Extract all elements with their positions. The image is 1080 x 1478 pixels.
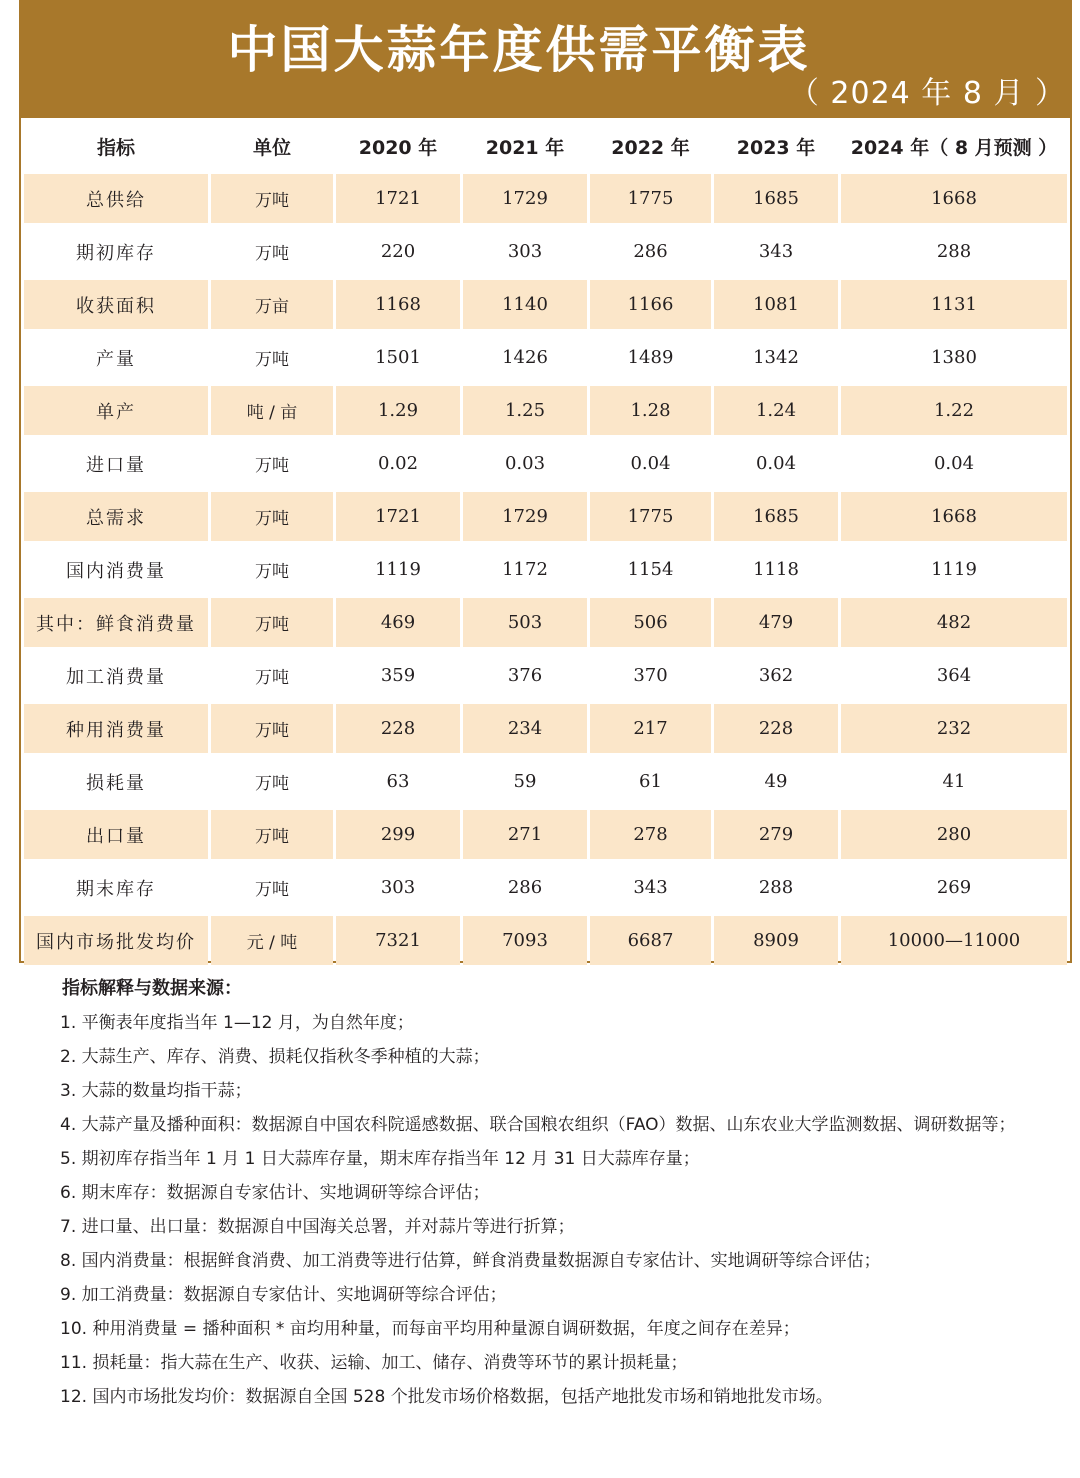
cell-indicator: 产量	[96, 348, 136, 370]
cell-indicator: 其中：鲜食消费量	[24, 598, 208, 647]
cell-y2023: 1685	[714, 492, 838, 541]
cell-y2021: 1426	[502, 347, 548, 368]
cell-unit: 万吨	[211, 598, 333, 647]
cell-y2023: 228	[714, 704, 838, 753]
cell-y2022: 278	[590, 810, 711, 859]
cell-indicator: 加工消费量	[66, 666, 166, 688]
cell-y2022: 343	[633, 877, 668, 898]
cell-y2021: 1.25	[463, 386, 587, 435]
cell-indicator: 损耗量	[86, 772, 146, 794]
column-header-indicator: 指标	[96, 136, 135, 159]
cell-y2020: 220	[380, 241, 416, 262]
cell-y2021: 503	[463, 598, 587, 647]
cell-unit: 万吨	[255, 880, 289, 900]
cell-unit: 万吨	[211, 174, 333, 223]
cell-y2020: 63	[386, 771, 410, 792]
cell-indicator: 出口量	[24, 810, 208, 859]
cell-y2020: 1721	[336, 174, 460, 223]
cell-y2021: 1729	[463, 174, 587, 223]
note-item: 4. 大蒜产量及播种面积：数据源自中国农科院遥感数据、联合国粮农组织（FAO）数据、山东农业大学监测数据、调研数据等；	[60, 1115, 1016, 1135]
title-banner	[19, 0, 1072, 118]
cell-y2021: 376	[507, 665, 543, 686]
cell-y2022: 6687	[590, 916, 711, 965]
cell-indicator: 国内市场批发均价	[24, 916, 208, 965]
page-subtitle: （ 2024 年 8 月 ）	[788, 76, 1066, 111]
cell-y2024: 41	[942, 771, 966, 792]
table-row	[24, 545, 1067, 594]
note-item: 1. 平衡表年度指当年 1—12 月，为自然年度；	[60, 1013, 414, 1033]
cell-indicator: 期末库存	[76, 878, 156, 900]
cell-y2020: 228	[336, 704, 460, 753]
table-row	[24, 386, 1067, 435]
column-header-2022: 2022 年	[611, 136, 690, 159]
cell-indicator: 期初库存	[76, 242, 156, 264]
note-item: 11. 损耗量：指大蒜在生产、收获、运输、加工、储存、消费等环节的累计损耗量；	[60, 1353, 688, 1373]
table-header-row	[24, 122, 1067, 170]
cell-y2022: 1154	[627, 559, 674, 580]
cell-y2023: 1118	[753, 559, 799, 580]
cell-indicator: 单产	[24, 386, 208, 435]
cell-y2024: 1668	[841, 174, 1067, 223]
table-row	[24, 916, 1067, 965]
cell-y2022: 217	[590, 704, 711, 753]
note-item: 3. 大蒜的数量均指干蒜；	[60, 1081, 252, 1101]
cell-indicator: 进口量	[86, 454, 146, 476]
cell-y2021: 7093	[463, 916, 587, 965]
cell-y2024: 1668	[841, 492, 1067, 541]
cell-y2024: 0.04	[933, 453, 975, 474]
notes-section	[20, 972, 1070, 1414]
note-item: 6. 期末库存：数据源自专家估计、实地调研等综合评估；	[60, 1183, 490, 1203]
cell-unit: 万吨	[211, 492, 333, 541]
table-row	[24, 333, 1067, 382]
table-row	[24, 598, 1067, 647]
cell-y2020: 469	[336, 598, 460, 647]
cell-y2024: 1.22	[841, 386, 1067, 435]
cell-y2024: 10000—11000	[841, 916, 1067, 965]
cell-y2022: 506	[590, 598, 711, 647]
cell-y2023: 49	[764, 771, 788, 792]
cell-y2022: 61	[639, 771, 662, 792]
column-header-2024: 2024 年（ 8 月预测 ）	[850, 136, 1058, 159]
note-item: 10. 种用消费量 = 播种面积 * 亩均用种量，而每亩平均用种量源自调研数据，年度之间存在差异；	[60, 1319, 800, 1339]
cell-y2023: 1342	[753, 347, 799, 368]
cell-y2023: 479	[714, 598, 838, 647]
cell-y2024: 1131	[841, 280, 1067, 329]
cell-unit: 元 / 吨	[211, 916, 333, 965]
table-body	[24, 174, 1067, 965]
cell-y2021: 1140	[463, 280, 587, 329]
cell-y2023: 288	[758, 877, 794, 898]
cell-y2020: 1721	[336, 492, 460, 541]
cell-y2022: 1775	[590, 492, 711, 541]
cell-unit: 万吨	[255, 456, 289, 476]
cell-y2020: 0.02	[377, 453, 419, 474]
cell-unit: 万吨	[255, 350, 289, 370]
cell-y2023: 1081	[714, 280, 838, 329]
cell-y2021: 1172	[502, 559, 548, 580]
cell-indicator: 总需求	[24, 492, 208, 541]
notes-list	[20, 1006, 1070, 1414]
cell-y2022: 1775	[590, 174, 711, 223]
cell-indicator: 种用消费量	[24, 704, 208, 753]
balance-table-container	[19, 118, 1072, 963]
cell-y2023: 1685	[714, 174, 838, 223]
cell-y2024: 280	[841, 810, 1067, 859]
cell-y2022: 1.28	[590, 386, 711, 435]
table-row	[24, 492, 1067, 541]
notes-title: 指标解释与数据来源：	[62, 978, 242, 999]
cell-y2022: 1489	[627, 347, 674, 368]
cell-y2021: 286	[507, 877, 543, 898]
cell-y2022: 0.04	[630, 453, 671, 474]
table-row	[24, 174, 1067, 223]
cell-y2022: 1166	[590, 280, 711, 329]
cell-y2024: 269	[936, 877, 972, 898]
cell-unit: 吨 / 亩	[211, 386, 333, 435]
page-title: 中国大蒜年度供需平衡表	[227, 21, 811, 79]
cell-unit: 万吨	[255, 562, 289, 582]
cell-y2021: 1729	[463, 492, 587, 541]
cell-y2021: 0.03	[504, 453, 546, 474]
cell-y2021: 59	[513, 771, 537, 792]
note-item: 12. 国内市场批发均价：数据源自全国 528 个批发市场价格数据，包括产地批发市场和销地批发市场。	[60, 1387, 833, 1407]
cell-y2021: 234	[463, 704, 587, 753]
cell-indicator: 总供给	[24, 174, 208, 223]
cell-indicator: 国内消费量	[66, 560, 166, 582]
table-row	[24, 757, 1067, 806]
cell-y2023: 279	[714, 810, 838, 859]
table-row	[24, 704, 1067, 753]
cell-y2020: 359	[380, 665, 416, 686]
cell-unit: 万亩	[211, 280, 333, 329]
cell-y2023: 362	[758, 665, 794, 686]
table-row	[24, 863, 1067, 912]
cell-y2024: 232	[841, 704, 1067, 753]
note-item: 2. 大蒜生产、库存、消费、损耗仅指秋冬季种植的大蒜；	[60, 1047, 490, 1067]
cell-y2021: 271	[463, 810, 587, 859]
cell-y2022: 286	[633, 241, 668, 262]
cell-unit: 万吨	[211, 704, 333, 753]
note-item: 9. 加工消费量：数据源自专家估计、实地调研等综合评估；	[60, 1285, 507, 1305]
column-header-2023: 2023 年	[736, 136, 816, 159]
cell-y2020: 303	[380, 877, 416, 898]
cell-y2023: 0.04	[755, 453, 797, 474]
table-row	[24, 810, 1067, 859]
cell-y2020: 299	[336, 810, 460, 859]
table-row	[24, 227, 1067, 276]
cell-unit: 万吨	[255, 244, 289, 264]
table-row	[24, 439, 1067, 488]
column-header-unit: 单位	[252, 136, 291, 159]
cell-y2021: 303	[507, 241, 543, 262]
balance-table	[21, 118, 1070, 969]
cell-y2020: 1168	[336, 280, 460, 329]
cell-y2023: 8909	[714, 916, 838, 965]
cell-y2020: 1.29	[336, 386, 460, 435]
note-item: 8. 国内消费量：根据鲜食消费、加工消费等进行估算，鲜食消费量数据源自专家估计、实地调研等综合评估；	[60, 1251, 881, 1271]
table-row	[24, 280, 1067, 329]
column-header-2021: 2021 年	[485, 136, 565, 159]
note-item: 5. 期初库存指当年 1 月 1 日大蒜库存量，期末库存指当年 12 月 31 日大蒜库存量；	[60, 1149, 700, 1169]
cell-y2024: 288	[936, 241, 972, 262]
column-header-2020: 2020 年	[358, 136, 438, 159]
cell-unit: 万吨	[211, 810, 333, 859]
cell-y2024: 1380	[931, 347, 977, 368]
cell-y2024: 482	[841, 598, 1067, 647]
cell-y2023: 1.24	[714, 386, 838, 435]
table-row	[24, 651, 1067, 700]
cell-y2022: 370	[633, 665, 668, 686]
cell-unit: 万吨	[255, 668, 289, 688]
note-item: 7. 进口量、出口量：数据源自中国海关总署，并对蒜片等进行折算；	[60, 1217, 575, 1237]
cell-y2024: 364	[936, 665, 972, 686]
cell-y2020: 7321	[336, 916, 460, 965]
cell-y2020: 1501	[375, 347, 421, 368]
cell-y2024: 1119	[931, 559, 977, 580]
cell-unit: 万吨	[255, 774, 289, 794]
cell-y2020: 1119	[375, 559, 421, 580]
cell-y2023: 343	[758, 241, 794, 262]
cell-indicator: 收获面积	[24, 280, 208, 329]
